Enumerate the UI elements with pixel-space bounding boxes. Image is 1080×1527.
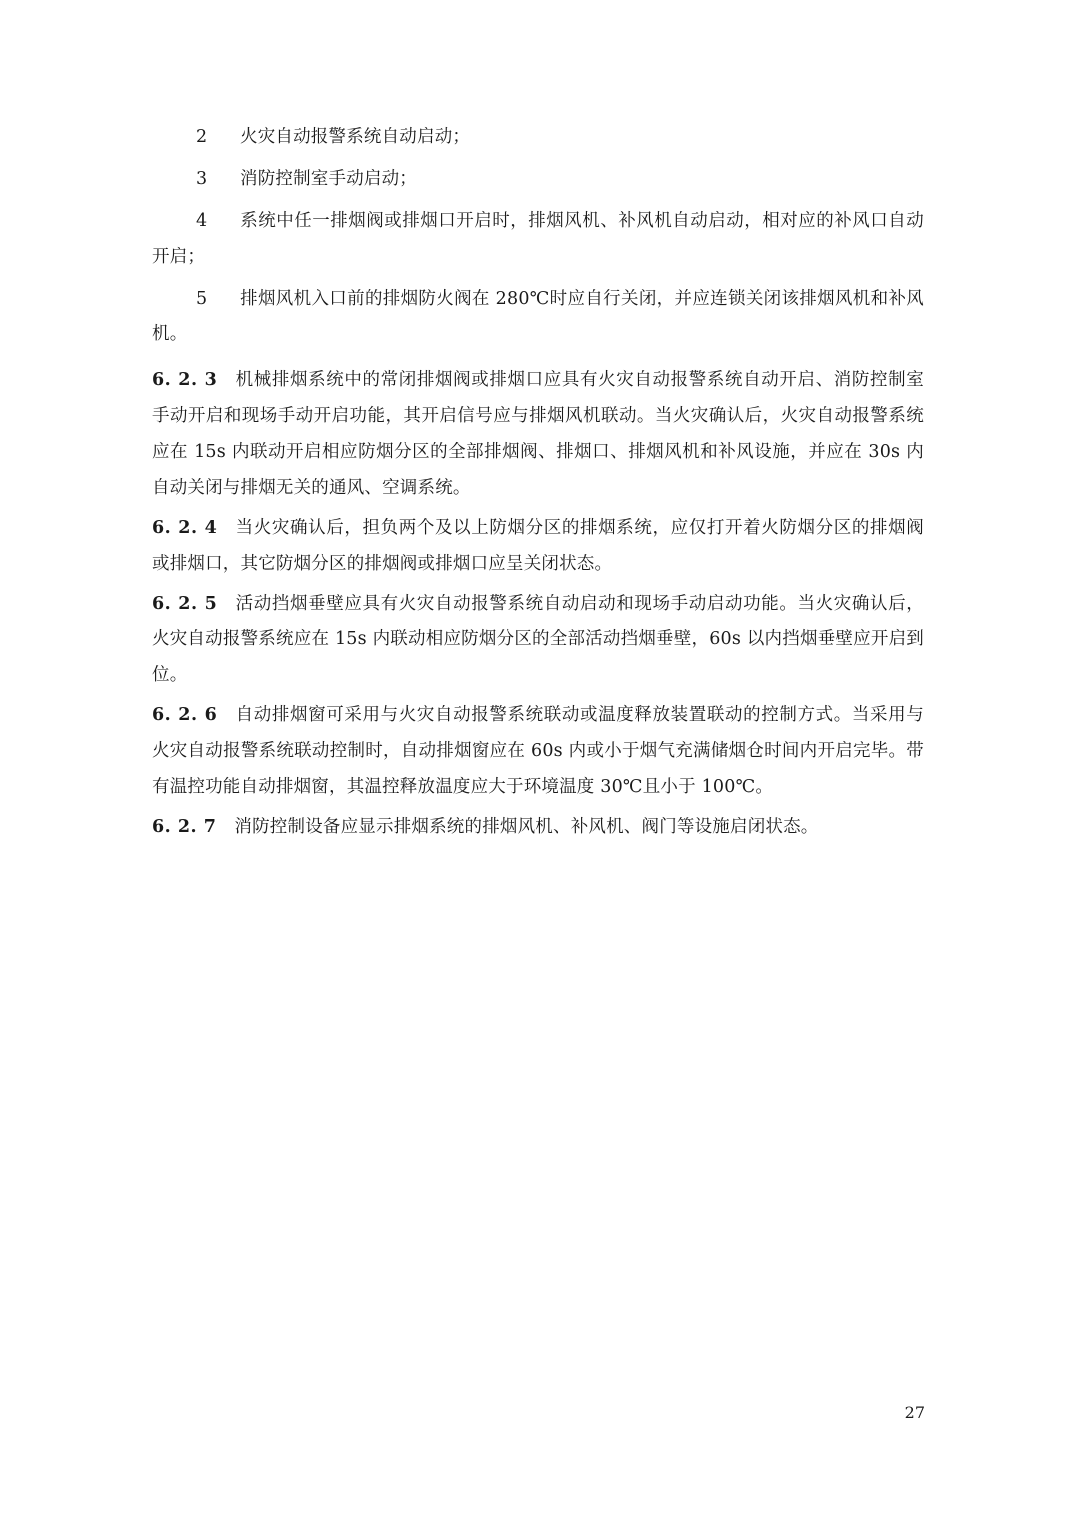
list-item-text: 消防控制室手动启动；	[240, 168, 417, 189]
list-item	[152, 204, 924, 276]
page-number: 27	[904, 1403, 925, 1422]
list-item	[152, 120, 924, 156]
clause-number: 6. 2. 4	[152, 517, 218, 538]
list-item-number: 4	[196, 210, 208, 231]
clause-number: 6. 2. 6	[152, 705, 218, 726]
clause-text: 自动排烟窗可采用与火灾自动报警系统联动或温度释放装置联动的控制方式。当采用与火灾自动报警系统联动控制时，自动排烟窗应在 60s 内或小于烟气充满储烟仓时间内开启完毕。带有温控功能自动排烟窗，其温控释放温度应大于环境温度 30℃且小于 100℃。	[152, 705, 924, 797]
clause-text: 活动挡烟垂壁应具有火灾自动报警系统自动启动和现场手动启动功能。当火灾确认后，火灾自动报警系统应在 15s 内联动相应防烟分区的全部活动挡烟垂壁，60s 以内挡烟垂壁应开启到位。	[152, 593, 924, 686]
clause	[152, 810, 924, 846]
page-content	[152, 120, 924, 850]
clause-text: 消防控制设备应显示排烟系统的排烟风机、补风机、阀门等设施启闭状态。	[234, 816, 819, 837]
list-item-number: 2	[196, 127, 208, 147]
clause-number: 6. 2. 3	[152, 370, 218, 391]
list-item-text: 火灾自动报警系统自动启动；	[240, 127, 471, 147]
list-item	[152, 282, 924, 354]
list-item	[152, 162, 924, 198]
clause	[152, 363, 924, 507]
clause	[152, 587, 924, 695]
list-item-number: 3	[196, 168, 208, 189]
clause	[152, 511, 924, 583]
list-item-text: 排烟风机入口前的排烟防火阀在 280℃时应自行关闭，并应连锁关闭该排烟风机和补风机。	[152, 288, 924, 345]
list-item-text: 系统中任一排烟阀或排烟口开启时，排烟风机、补风机自动启动，相对应的补风口自动开启；	[152, 210, 924, 267]
clause-number: 6. 2. 7	[152, 816, 217, 837]
clause	[152, 698, 924, 806]
clause-number: 6. 2. 5	[152, 593, 218, 614]
list-item-number: 5	[196, 288, 208, 309]
clause-text: 当火灾确认后，担负两个及以上防烟分区的排烟系统，应仅打开着火防烟分区的排烟阀或排烟口，其它防烟分区的排烟阀或排烟口应呈关闭状态。	[152, 517, 924, 574]
clause-text: 机械排烟系统中的常闭排烟阀或排烟口应具有火灾自动报警系统自动开启、消防控制室手动开启和现场手动开启功能，其开启信号应与排烟风机联动。当火灾确认后，火灾自动报警系统应在 15s 内联动开启相应防烟分区的全部排烟阀、排烟口、排烟风机和补风设施，并应在 30s 内自动关闭与排烟无关的通风、空调系统。	[152, 370, 924, 498]
